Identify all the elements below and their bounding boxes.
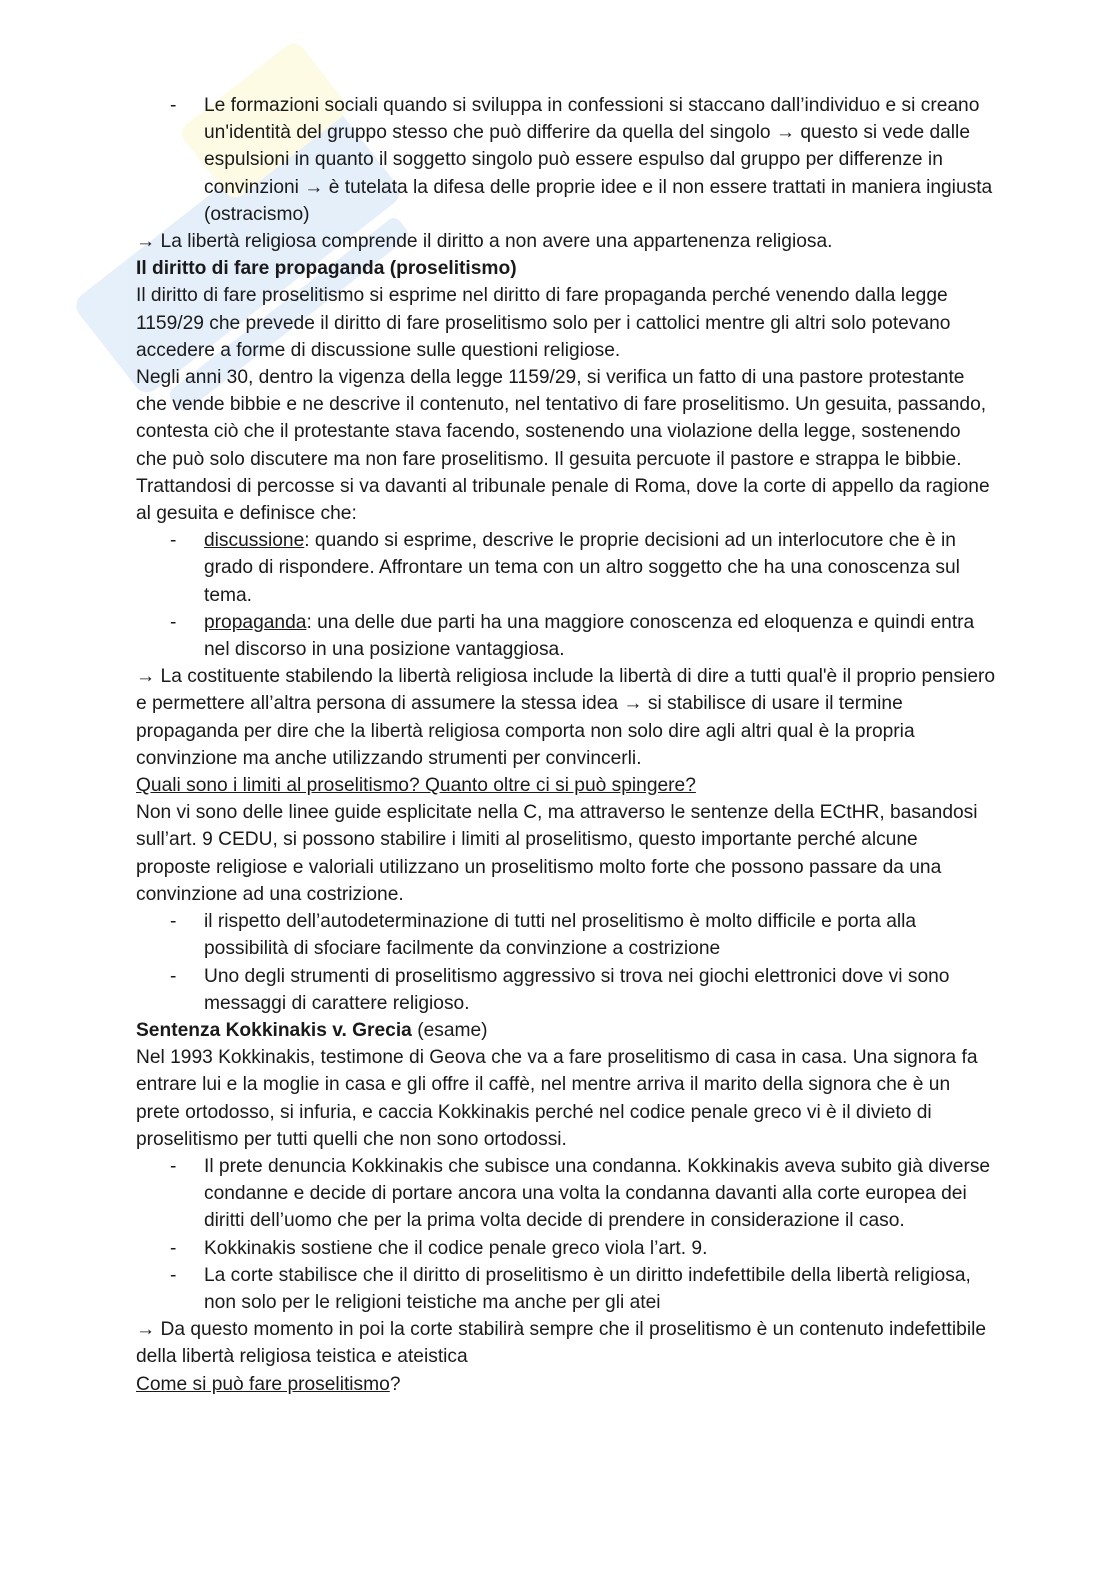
heading-bold-part: Sentenza Kokkinakis v. Grecia: [136, 1019, 412, 1041]
bullet-text: Il prete denuncia Kokkinakis che subisce una condanna. Kokkinakis aveva subito già diverse condanne e decide di portare ancora una volta la condanna davanti alla corte europea dei diritti dell’uomo che per la prima volta decide di prendere in considerazione il caso.: [204, 1155, 991, 1232]
question-limiti-proselitismo: Quali sono i limiti al proselitismo? Quanto oltre ci si può spingere?: [136, 775, 696, 797]
paragraph-costituente: → La costituente stabilendo la libertà religiosa include la libertà di dire a tutti qual'è il proprio pensiero e permettere all’altra persona di assumere la stessa idea → si stabilisce di usare il termine propaganda per dire che la libertà religiosa comporta non solo dire agli altri qual è la propria convinzione ma anche utilizzando strumenti per convincerli.: [136, 666, 996, 769]
definition-discussione: : quando si esprime, descrive le proprie decisioni ad un interlocutore che è in grado di rispondere. Affrontare un tema con un altro soggetto che ha una conoscenza sul tema.: [204, 530, 960, 606]
term-propaganda: propaganda: [204, 611, 307, 633]
heading-sentenza-kokkinakis: [136, 1017, 996, 1044]
bullet-giochi-elettronici: [136, 963, 996, 1017]
paragraph-kokkinakis-1993: Nel 1993 Kokkinakis, testimone di Geova che va a fare proselitismo di casa in casa. Una signora fa entrare lui e la moglie in casa e gli offre il caffè, nel mentre arriva il marito della signora che è un prete ortodosso, si infuria, e caccia Kokkinakis perché nel codice penale greco vi è il divieto di proselitismo per tutti quelli che non sono ortodossi.: [136, 1047, 978, 1150]
bullet-dash: -: [170, 1237, 177, 1259]
question-mark: ?: [389, 1373, 401, 1395]
bullet-dash: -: [170, 611, 177, 633]
document-page: [136, 92, 996, 1398]
bullet-autodeterminazione: [136, 908, 996, 962]
paragraph-anni-30: Negli anni 30, dentro la vigenza della legge 1159/29, si verifica un fatto di una pastore protestante che vende bibbie e ne descrive il contenuto, nel tentativo di fare proselitismo. Un gesuita, passando, contesta ciò che il protestante stava facendo, sostenendo una violazione della legge, sostenendo che può solo discutere ma non fare proselitismo. Il gesuita percuote il pastore e strappa le bibbie. Trattandosi di percosse si va davanti al tribunale penale di Roma, dove la corte di appello da ragione al gesuita e definisce che:: [136, 367, 990, 525]
bullet-text: [204, 527, 996, 609]
bullet-dash: -: [170, 1264, 177, 1286]
bullet-text: [204, 609, 996, 663]
bullet-dash: -: [170, 95, 177, 116]
bullet-text: La corte stabilisce che il diritto di proselitismo è un diritto indefettibile della libertà religiosa, non solo per le religioni teistiche ma anche per gli atei: [204, 1264, 971, 1313]
heading-diritto-propaganda: Il diritto di fare propaganda (proselitismo): [136, 258, 517, 280]
definition-propaganda: : una delle due parti ha una maggiore conoscenza ed eloquenza e quindi entra nel discorso in una posizione vantaggiosa.: [204, 611, 975, 661]
paragraph-proselitismo-legge: Il diritto di fare proselitismo si esprime nel diritto di fare propaganda perché venendo dalla legge 1159/29 che prevede il diritto di fare proselitismo solo per i cattolici mentre gli altri solo potevano accedere a forme di discussione sulle questioni religiose.: [136, 285, 951, 361]
bullet-dash: -: [170, 530, 177, 552]
bullet-text: il rispetto dell’autodeterminazione di tutti nel proselitismo è molto difficile e porta alla possibilità di sfociare facilmente da convinzione a costrizione: [204, 911, 917, 960]
bullet-dash: -: [170, 965, 177, 987]
bullet-prete-denuncia: [136, 1153, 996, 1235]
bullet-codice-penale: [136, 1235, 996, 1262]
bullet-dash: -: [170, 1155, 177, 1177]
bullet-corte-stabilisce: [136, 1262, 996, 1316]
bullet-dash: -: [170, 911, 177, 933]
question-underlined: Come si può fare proselitismo: [136, 1373, 390, 1395]
paragraph-linee-guida: Non vi sono delle linee guide esplicitate nella C, ma attraverso le sentenze della ECtHR, basandosi sull’art. 9 CEDU, si possono stabilire i limiti al proselitismo, questo importante perché alcune proposte religiose e valoriali utilizzano un proselitismo molto forte che possono passare da una convinzione ad una costrizione.: [136, 802, 978, 905]
question-come-proselitismo: [136, 1371, 996, 1398]
bullet-text: Kokkinakis sostiene che il codice penale greco viola l’art. 9.: [204, 1237, 708, 1259]
paragraph-liberta-appartenenza: → La libertà religiosa comprende il diritto a non avere una appartenenza religiosa.: [136, 231, 833, 253]
term-discussione: discussione: [204, 530, 305, 552]
heading-rest-part: (esame): [411, 1019, 488, 1041]
bullet-discussione: [136, 527, 996, 609]
paragraph-conclusione: → Da questo momento in poi la corte stabilirà sempre che il proselitismo è un contenuto indefettibile della libertà religiosa teistica e ateistica: [136, 1319, 987, 1368]
bullet-propaganda: [136, 609, 996, 663]
bullet-text: Le formazioni sociali quando si sviluppa in confessioni si staccano dall’individuo e si creano un'identità del gruppo stesso che può differire da quella del singolo → questo si vede dalle espulsioni in quanto il soggetto singolo può essere espulso dal gruppo per differenze in convinzioni → è tutelata la difesa delle proprie idee e il non essere trattati in maniera ingiusta (ostracismo): [204, 95, 993, 225]
bullet-text: Uno degli strumenti di proselitismo aggressivo si trova nei giochi elettronici dove vi sono messaggi di carattere religioso.: [204, 965, 950, 1014]
bullet-formazioni-sociali: [136, 92, 996, 228]
